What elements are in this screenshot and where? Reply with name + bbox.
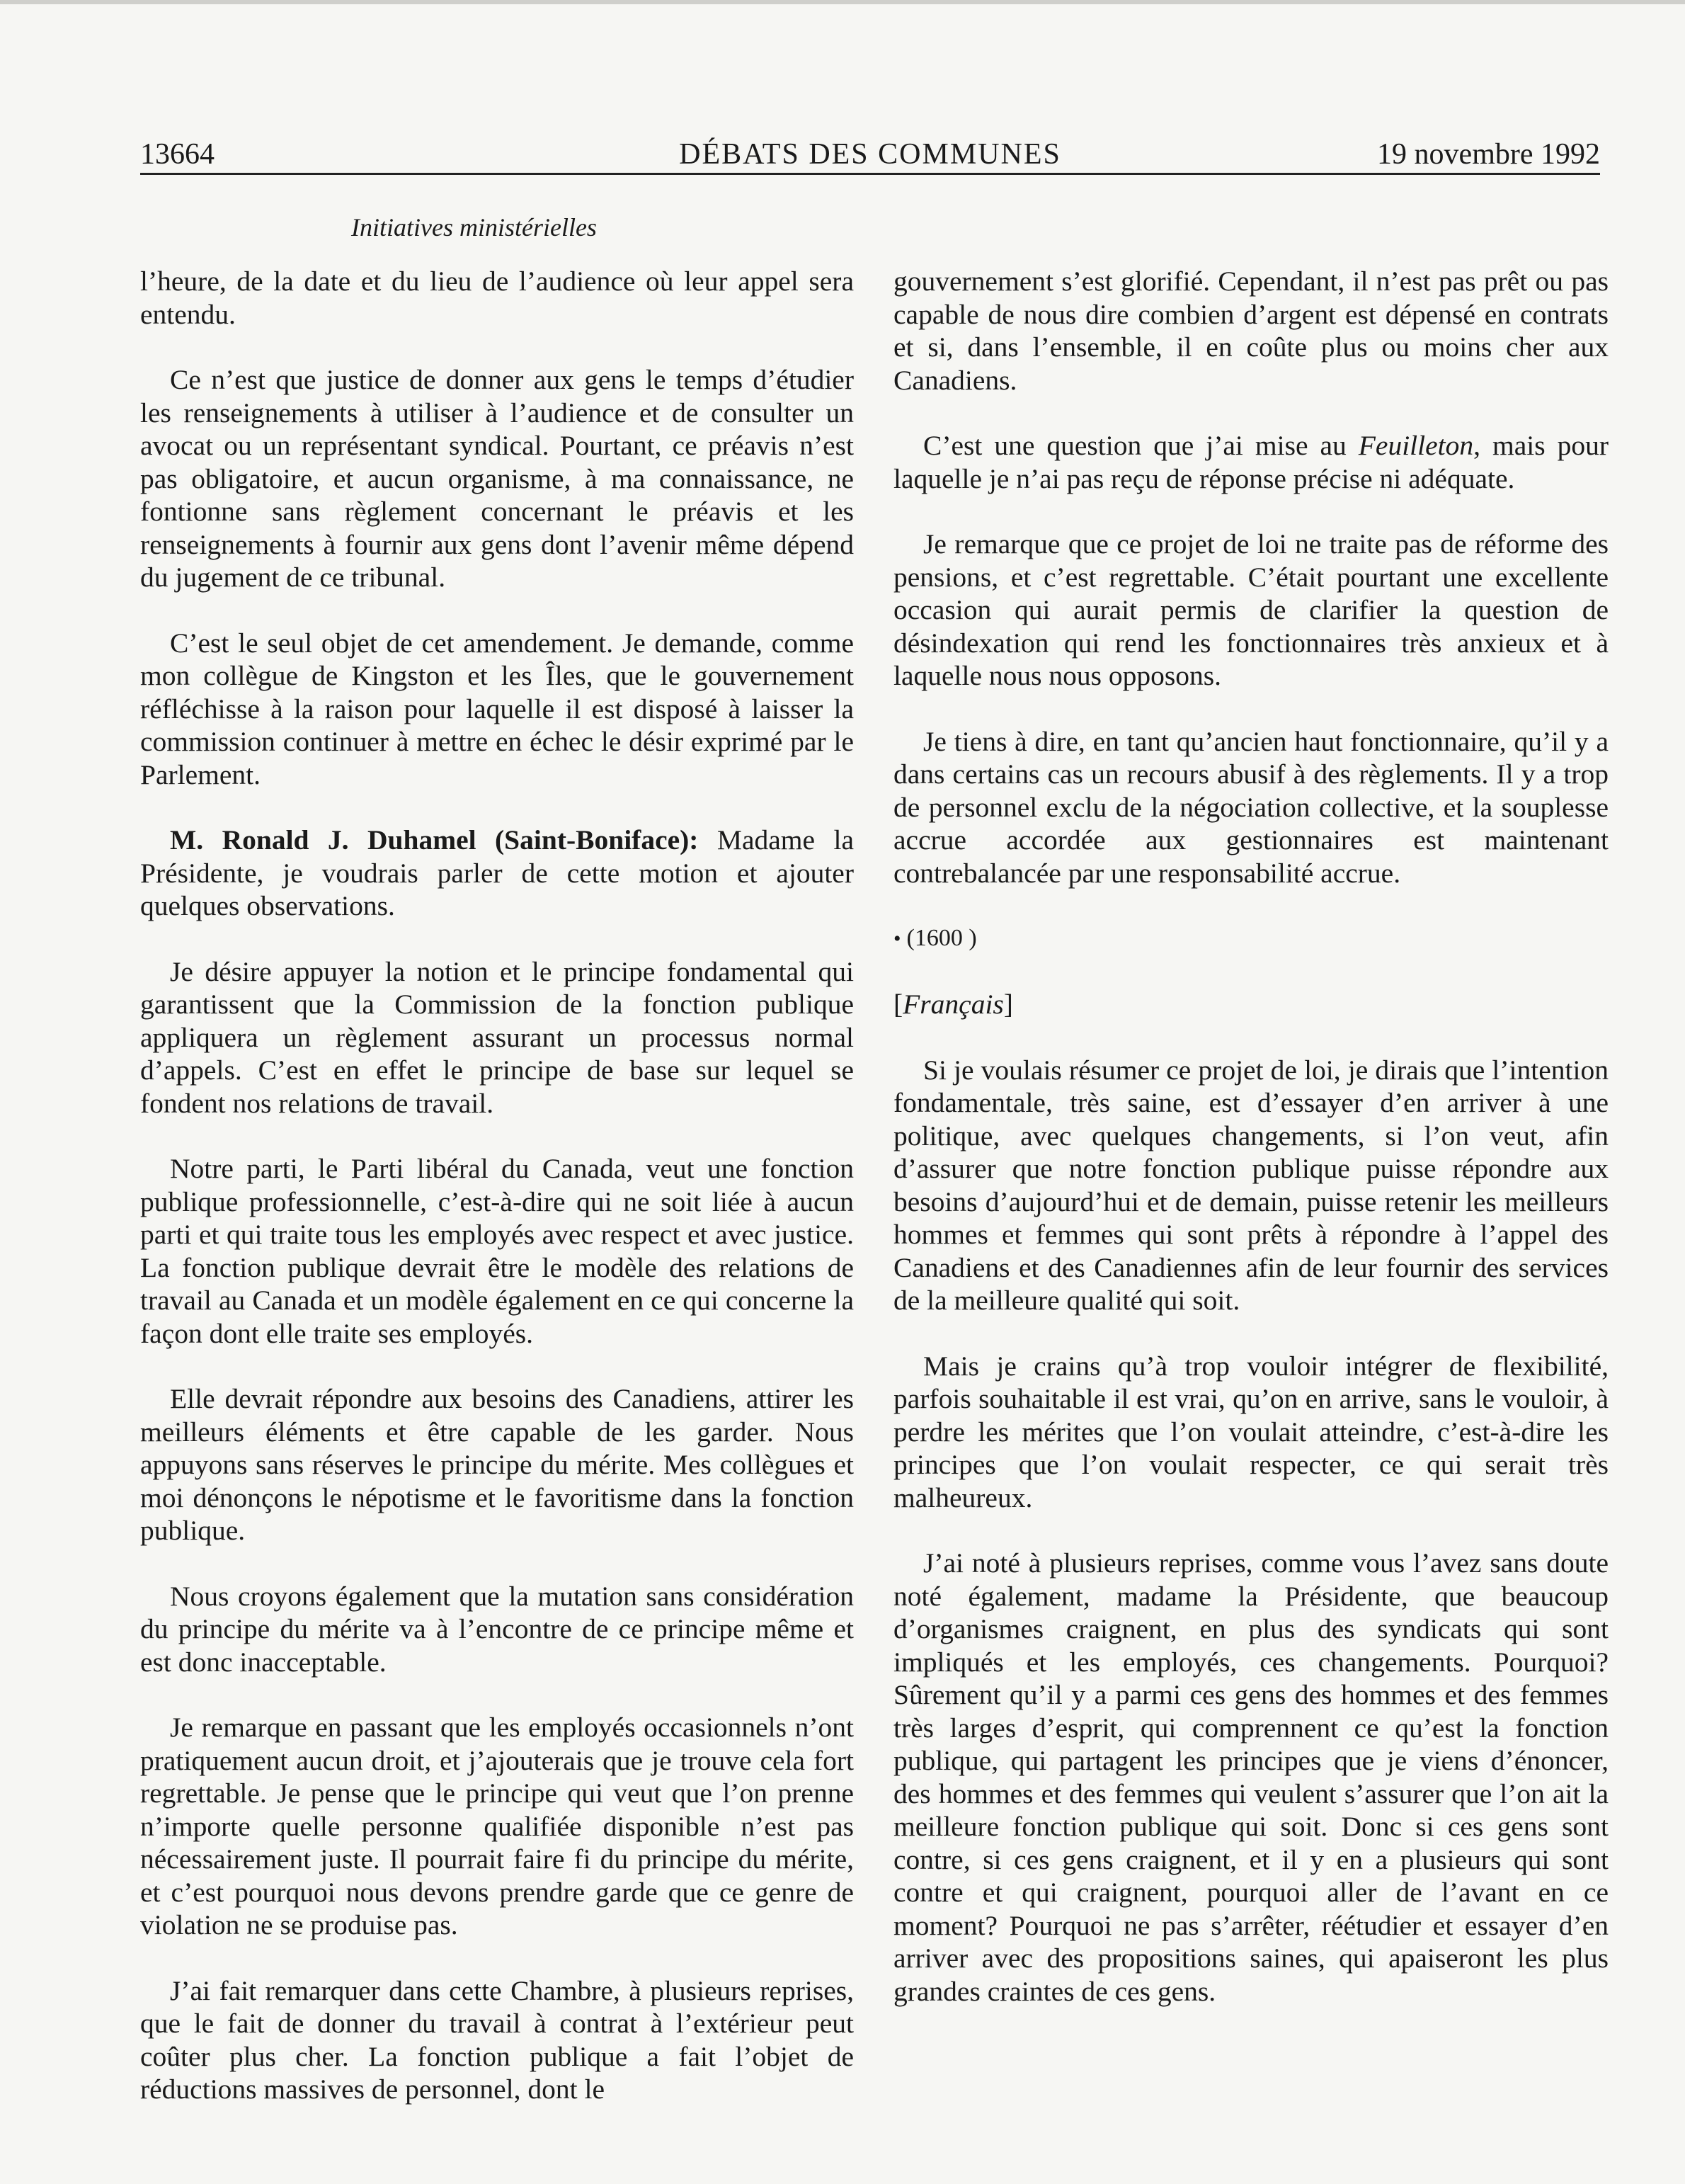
- bracket: [: [893, 989, 903, 1020]
- paragraph: C’est le seul objet de cet amendement. Je demande, comme mon collègue de Kingston et les Îles, que le gouvernement réfléchisse à la raison pour laquelle il est disposé à laisser la commission continuer à mettre en échec le désir exprimé par le Parlement.: [140, 627, 854, 790]
- section-title: Initiatives ministérielles: [351, 213, 597, 241]
- paragraph: Ce n’est que justice de donner aux gens le temps d’étudier les renseignements à utiliser à l’audience et de consulter un avocat ou un représentant syndical. Pourtant, ce préavis n’est pas obligatoire, et aucun organisme, à ma connaissance, ne fontionne sans règlement concernant le préavis et les renseignements à fournir aux gens dont l’avenir même dépend du jugement de ce tribunal.: [140, 364, 854, 593]
- speech-text: Madame la Présidente, je voudrais parler de cette motion et ajouter quelques observations.: [140, 824, 854, 921]
- paragraph: Nous croyons également que la mutation sans considération du principe du mérite va à l’encontre de ce principe même et est donc inacceptable.: [140, 1580, 854, 1678]
- paragraph: l’heure, de la date et du lieu de l’audience où leur appel sera entendu.: [140, 266, 854, 330]
- language-tag: [893, 988, 1609, 1021]
- paragraph: [893, 429, 1609, 495]
- publication-date: 19 novembre 1992: [1377, 138, 1600, 171]
- paragraph: J’ai noté à plusieurs reprises, comme vous l’avez sans doute noté également, madame la Présidente, que beaucoup d’organismes craignent, en plus des syndicats qui sont impliqués et les employés, ces changements. Pourquoi? Sûrement qu’il y a parmi ces gens des hommes et des femmes très larges d’esprit, qui comprennent ce qu’est la fonction publique, qui partagent les principes que je viens d’énoncer, des hommes et des femmes qui veulent s’assurer que l’on ait la meilleure fonction publique qui soit. Donc si ces gens sont contre, si ces gens craignent, et il y en a plusieurs qui sont contre et qui craignent, pourquoi aller de l’avant en ce moment? Pourquoi ne pas s’arrêter, réétudier et essayer d’en arriver avec des propositions saines, qui apaiseront les plus grandes craintes de ces gens.: [893, 1547, 1609, 2007]
- paragraph: Mais je crains qu’à trop vouloir intégrer de flexibilité, parfois souhaitable il est vrai, qu’on en arrive, sans le vouloir, à perdre les mérites que l’on voulait atteindre, c’est-à-dire les principes que l’on voulait respecter, ce qui serait très malheureux.: [893, 1350, 1609, 1513]
- paragraph: Si je voulais résumer ce projet de loi, je dirais que l’intention fondamentale, très saine, est d’essayer d’en arriver à une politique, avec quelques changements, si l’on veut, afin d’assurer que notre fonction publique puisse répondre aux besoins d’aujourd’hui et de demain, puisse retenir les meilleurs hommes et femmes qui sont prêts à répondre à l’appel des Canadiens et des Canadiennes afin de leur fournir des services de la meilleure qualité qui soit.: [893, 1054, 1609, 1316]
- journal-title: DÉBATS DES COMMUNES: [679, 138, 1061, 171]
- paragraph: Je tiens à dire, en tant qu’ancien haut fonctionnaire, qu’il y a dans certains cas un recours abusif à des règlements. Il y a trop de personnel exclu de la négociation collective, et la souplesse accrue accordée aux gestionnaires est maintenant contrebalancée par une responsabilité accrue.: [893, 725, 1609, 889]
- timestamp-text: (1600 ): [906, 925, 977, 951]
- language-name: Français: [903, 989, 1004, 1020]
- timestamp: [893, 922, 1609, 955]
- paragraph: Je remarque que ce projet de loi ne traite pas de réforme des pensions, et c’est regrettable. C’était pourtant une excellente occasion qui aurait permis de clarifier la question de désindexation qui rend les fonctionnaires très anxieux et à laquelle nous nous opposons.: [893, 528, 1609, 691]
- text-run: , mais pour laquelle je n’ai pas reçu de réponse précise ni adéquate.: [893, 430, 1609, 494]
- page-number: 13664: [140, 138, 215, 171]
- speaker-paragraph: [140, 824, 854, 923]
- page-header: [140, 135, 1600, 174]
- paragraph: Elle devrait répondre aux besoins des Canadiens, attirer les meilleurs éléments et être capable de les garder. Nous appuyons sans réserves le principe du mérite. Mes collègues et moi dénonçons le népotisme et le favoritisme dans la fonction publique.: [140, 1383, 854, 1546]
- paragraph: J’ai fait remarquer dans cette Chambre, à plusieurs reprises, que le fait de donner du travail à contrat à l’extérieur peut coûter plus cher. La fonction publique a fait l’objet de réductions massives de personnel, dont le: [140, 1974, 854, 2105]
- paragraph: Notre parti, le Parti libéral du Canada, veut une fonction publique professionnelle, c’est-à-dire qui ne soit liée à aucun parti et qui traite tous les employés avec respect et avec justice. La fonction publique devrait être le modèle des relations de travail au Canada et un modèle également en ce qui concerne la façon dont elle traite ses employés.: [140, 1153, 854, 1349]
- speaker-name: M. Ronald J. Duhamel (Saint-Boniface):: [170, 824, 699, 855]
- scan-top-edge: [0, 0, 1685, 4]
- left-column: [140, 265, 854, 2139]
- bullet-icon: •: [893, 927, 901, 950]
- header-rule: [140, 173, 1600, 175]
- paragraph: Je désire appuyer la notion et le principe fondamental qui garantissent que la Commission de la fonction publique appliquera un règlement assurant un processus normal d’appels. C’est en effet le principe de base sur lequel se fondent nos relations de travail.: [140, 955, 854, 1119]
- bracket: ]: [1003, 989, 1013, 1020]
- italic-term: Feuilleton: [1358, 430, 1474, 461]
- text-run: C’est une question que j’ai mise au: [923, 430, 1347, 461]
- paragraph: Je remarque en passant que les employés occasionnels n’ont pratiquement aucun droit, et j’ajouterais que je trouve cela fort regrettable. Je pense que le principe qui veut que l’on prenne n’importe quelle personne qualifiée disponible n’est pas nécessairement juste. Il pourrait faire fi du principe du mérite, et c’est pourquoi nous devons prendre garde que ce genre de violation ne se produise pas.: [140, 1712, 854, 1940]
- paragraph: gouvernement s’est glorifié. Cependant, il n’est pas prêt ou pas capable de nous dire combien d’argent est dépensé en contrats et si, dans l’ensemble, il en coûte plus ou moins cher aux Canadiens.: [893, 266, 1609, 396]
- right-column: [893, 265, 1609, 2040]
